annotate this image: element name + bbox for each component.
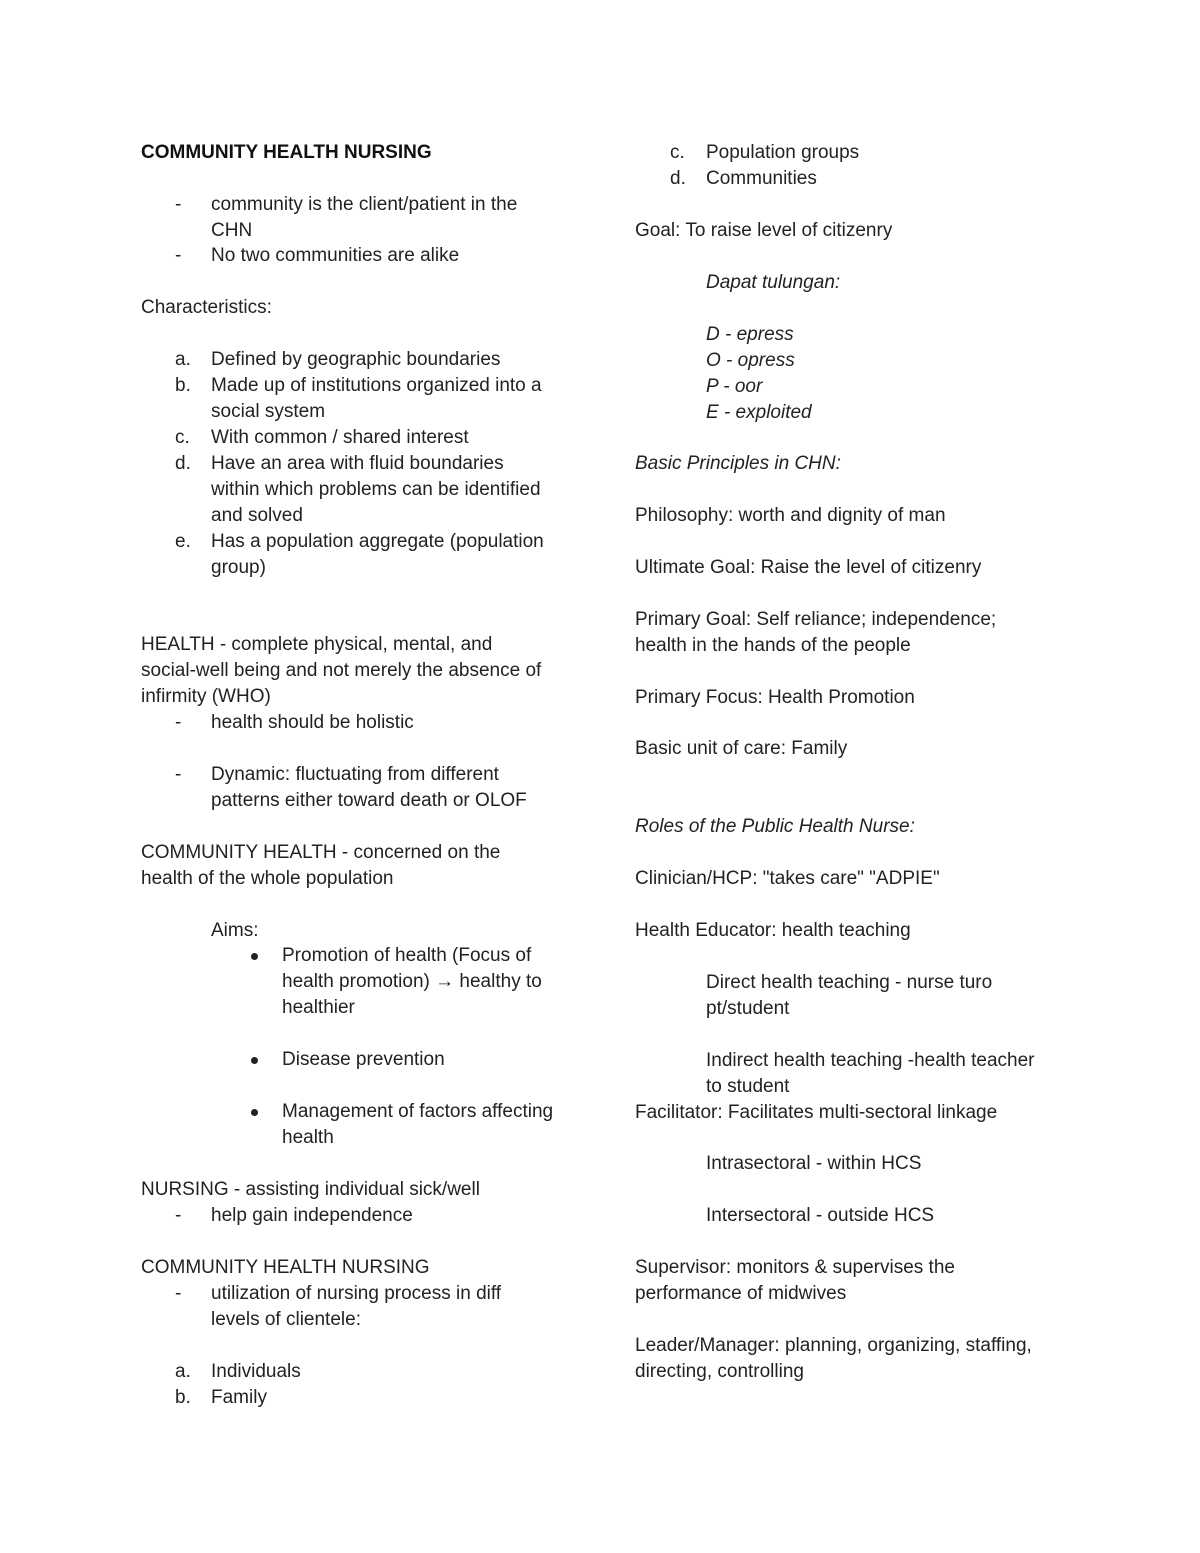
nursing-definition: NURSING - assisting individual sick/well (141, 1179, 480, 1200)
primary-focus-text: Primary Focus: Health Promotion (635, 687, 915, 708)
goal-text: Goal: To raise level of citizenry (635, 220, 893, 241)
aim-item: Management of factors affecting (282, 1101, 554, 1122)
aims-label: Aims: (211, 920, 259, 941)
supervisor-role: Supervisor: monitors & supervises the (635, 1257, 955, 1278)
leader-role: Leader/Manager: planning, organizing, staffing, (635, 1335, 1032, 1356)
list-item-cont: social system (211, 401, 326, 422)
list-item: Individuals (211, 1361, 301, 1382)
list-item: Family (211, 1387, 267, 1408)
list-item-cont: within which problems can be identified (211, 479, 541, 500)
educator-role: Health Educator: health teaching (635, 920, 911, 941)
list-marker: - (175, 1283, 182, 1304)
list-item-cont: levels of clientele: (211, 1309, 361, 1330)
primary-goal-text: Primary Goal: Self reliance; independence; (635, 609, 997, 630)
health-definition-cont: social-well being and not merely the absence of (141, 660, 542, 681)
list-marker: e. (175, 531, 191, 552)
list-marker: - (175, 194, 182, 215)
list-item: Dynamic: fluctuating from different (211, 764, 499, 785)
bullet-icon (251, 1109, 258, 1116)
aim-item: Promotion of health (Focus of (282, 945, 532, 966)
list-marker: - (175, 1205, 182, 1226)
list-item: With common / shared interest (211, 427, 469, 448)
list-item: help gain independence (211, 1205, 413, 1226)
aim-item: Disease prevention (282, 1049, 445, 1070)
list-marker: - (175, 764, 182, 785)
dapat-item: O - opress (706, 350, 795, 371)
health-definition: HEALTH - complete physical, mental, and (141, 634, 493, 655)
basic-unit-text: Basic unit of care: Family (635, 738, 848, 759)
aim-item-cont: healthier (282, 997, 355, 1018)
list-marker: c. (175, 427, 190, 448)
list-item: Made up of institutions organized into a (211, 375, 542, 396)
primary-goal-text-cont: health in the hands of the people (635, 635, 911, 656)
list-marker: a. (175, 1361, 191, 1382)
intersectoral-text: Intersectoral - outside HCS (706, 1205, 935, 1226)
list-marker: d. (670, 168, 686, 189)
bullet-icon (251, 1057, 258, 1064)
principles-heading: Basic Principles in CHN: (635, 453, 841, 474)
list-item: Defined by geographic boundaries (211, 349, 501, 370)
dapat-item: P - oor (706, 376, 763, 397)
list-item: Has a population aggregate (population (211, 531, 544, 552)
list-item-cont: CHN (211, 220, 253, 241)
list-item: Have an area with fluid boundaries (211, 453, 504, 474)
list-item: utilization of nursing process in diff (211, 1283, 502, 1304)
list-marker: c. (670, 142, 685, 163)
list-item-cont: and solved (211, 505, 303, 526)
direct-teaching-text: Direct health teaching - nurse turo (706, 972, 993, 993)
community-health-definition-cont: health of the whole population (141, 868, 394, 889)
indirect-teaching-text: Indirect health teaching -health teacher (706, 1050, 1035, 1071)
characteristics-label: Characteristics: (141, 297, 272, 318)
dapat-item: D - epress (706, 324, 794, 345)
aim-item-cont: health (282, 1127, 334, 1148)
list-item-cont: patterns either toward death or OLOF (211, 790, 527, 811)
list-marker: a. (175, 349, 191, 370)
leader-role-cont: directing, controlling (635, 1361, 804, 1382)
philosophy-text: Philosophy: worth and dignity of man (635, 505, 946, 526)
list-marker: - (175, 245, 182, 266)
list-marker: b. (175, 1387, 191, 1408)
intrasectoral-text: Intrasectoral - within HCS (706, 1153, 922, 1174)
aim-item-cont: health promotion) → healthy to (282, 971, 542, 992)
bullet-icon (251, 953, 258, 960)
indirect-teaching-text-cont: to student (706, 1076, 790, 1097)
list-item: Population groups (706, 142, 860, 163)
list-marker: - (175, 712, 182, 733)
health-definition-cont: infirmity (WHO) (141, 686, 271, 707)
list-item: community is the client/patient in the (211, 194, 518, 215)
list-item: Communities (706, 168, 817, 189)
clinician-role: Clinician/HCP: "takes care" "ADPIE" (635, 868, 940, 889)
list-marker: d. (175, 453, 191, 474)
chn-heading: COMMUNITY HEALTH NURSING (141, 1257, 430, 1278)
community-health-definition: COMMUNITY HEALTH - concerned on the (141, 842, 501, 863)
direct-teaching-text-cont: pt/student (706, 998, 790, 1019)
dapat-item: E - exploited (706, 402, 812, 423)
ultimate-goal-text: Ultimate Goal: Raise the level of citizenry (635, 557, 982, 578)
supervisor-role-cont: performance of midwives (635, 1283, 847, 1304)
facilitator-role: Facilitator: Facilitates multi-sectoral linkage (635, 1102, 998, 1123)
list-item-cont: group) (211, 557, 266, 578)
list-item: health should be holistic (211, 712, 414, 733)
list-item: No two communities are alike (211, 245, 460, 266)
list-marker: b. (175, 375, 191, 396)
page-title: COMMUNITY HEALTH NURSING (141, 142, 432, 163)
dapat-label: Dapat tulungan: (706, 272, 841, 293)
roles-heading: Roles of the Public Health Nurse: (635, 816, 915, 837)
